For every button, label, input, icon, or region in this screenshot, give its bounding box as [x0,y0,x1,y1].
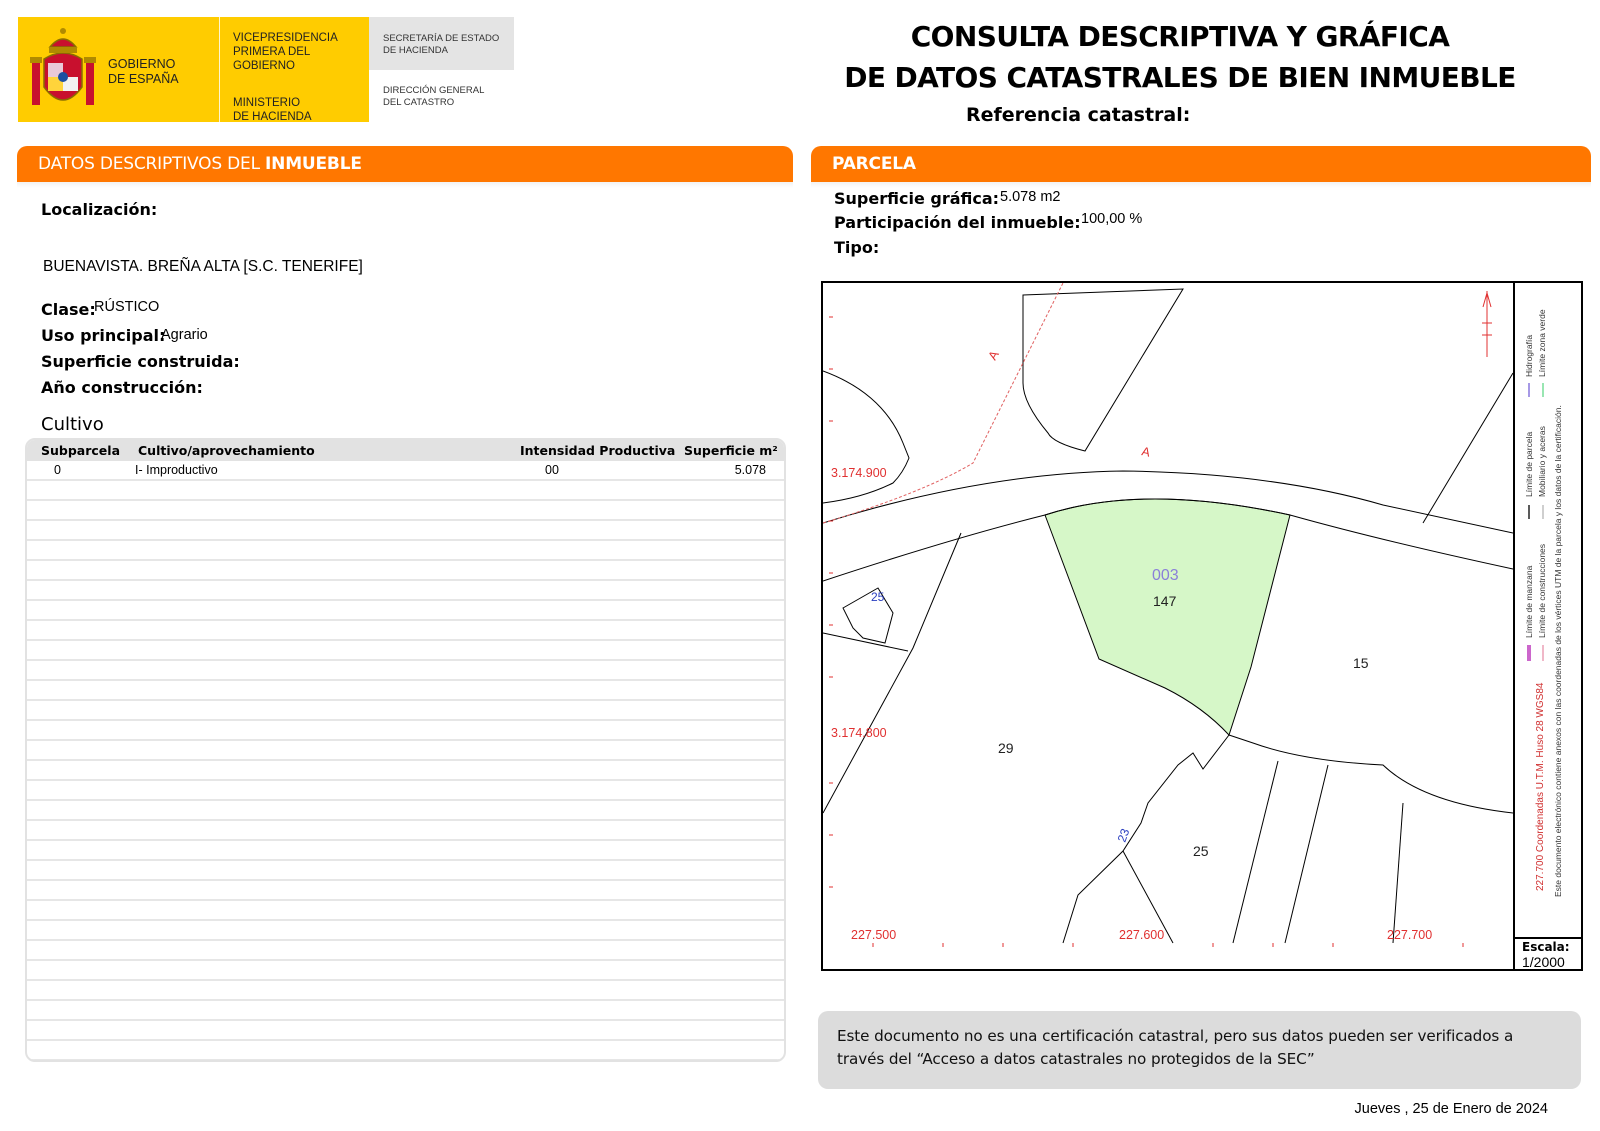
street-label-a-2: A [1140,444,1152,460]
parcel-code-25-south: 25 [1193,843,1209,859]
table-row-empty [27,501,784,521]
coord-y-1: 3.174.900 [831,466,887,480]
table-row-empty [27,1001,784,1021]
participacion-value: 100,00 % [1081,211,1143,227]
table-row-empty [27,881,784,901]
vicepresidencia-label-2: PRIMERA DEL GOBIERNO [233,46,310,72]
table-row-empty [27,681,784,701]
parcela-header [811,146,1591,182]
coord-x-3: 227.700 [1387,928,1433,942]
col-cultivo: Cultivo/aprovechamiento [138,443,315,458]
vicepresidencia-label-1: VICEPRESIDENCIA [233,32,338,44]
ano-construccion-label: Año construcción: [41,378,203,397]
table-row-empty [27,781,784,801]
lot-west [823,371,909,503]
legend-limite-construcciones: Límite de construcciones [1537,543,1547,638]
dashed-boundary [823,283,1063,523]
table-row-empty [27,861,784,881]
referencia-label: Referencia catastral: [966,104,1191,126]
table-row-empty [27,521,784,541]
cell-subparcela: 0 [54,463,61,477]
cultivo-title: Cultivo [41,414,104,435]
lot-25-boundary [1063,735,1229,943]
table-row-empty [27,921,784,941]
legend-mobiliario: Mobiliario y aceras [1537,426,1547,497]
parcel-code-147: 147 [1153,593,1177,609]
lot-building [843,588,893,643]
legend-zona-verde: Límite zona verde [1537,309,1547,377]
clase-label: Clase: [41,300,96,319]
lot-147-boundary [1229,735,1513,813]
lot-strip-2 [1285,765,1328,943]
uso-principal-label: Uso principal: [41,326,166,345]
superficie-grafica-value: 5.078 m2 [1000,189,1061,205]
table-row [27,461,784,481]
coat-of-arms-icon [18,17,108,122]
superficie-construida-label: Superficie construida: [41,352,240,371]
table-row-empty [27,601,784,621]
table-row-empty [27,541,784,561]
map-drawing [823,283,1513,969]
parcel-code-003: 003 [1152,567,1179,584]
table-row-empty [27,821,784,841]
cultivo-table [25,438,786,1062]
table-row-empty [27,581,784,601]
cell-intensidad: 00 [545,463,559,477]
secretaria-label-2: DE HACIENDA [383,45,448,56]
table-row-empty [27,961,784,981]
notice-line2: través del “Acceso a datos catastrales no protegidos de la SEC” [837,1050,1315,1068]
table-row-empty [27,901,784,921]
notice-line1: Este documento no es una certificación catastral, pero sus datos pueden ser verificados a [837,1027,1514,1045]
legend-hidrografia: Hidrografía [1524,334,1534,377]
legend-manzana-swatch [1527,645,1531,661]
coord-y-2: 3.174.800 [831,726,887,740]
cell-superficie: 5.078 [734,463,766,477]
col-superficie: Superficie m² [684,443,778,458]
direccion-label-1: DIRECCIÓN GENERAL [383,85,485,96]
secretaria-label-1: SECRETARÍA DE ESTADO [383,33,500,44]
lot-building-line [823,633,908,651]
table-row-empty [27,801,784,821]
table-row-empty [27,941,784,961]
legend-coordenadas: 227.700 Coordenadas U.T.M. Huso 28 WGS84 [1535,682,1546,891]
table-row-empty [27,841,784,861]
document-date: Jueves , 25 de Enero de 2024 [1354,1101,1548,1117]
direccion-block [383,85,484,109]
table-row-empty [27,981,784,1001]
cadastral-map[interactable] [821,281,1583,971]
page-title-line2: DE DATOS CATASTRALES DE BIEN INMUEBLE [844,61,1516,94]
datos-title-part2: INMUEBLE [265,154,362,174]
datos-title-part1: DATOS DESCRIPTIVOS DEL [38,154,266,174]
cell-cultivo: I- Improductivo [135,463,218,477]
tipo-label: Tipo: [834,238,880,257]
lot-ne [1423,373,1513,523]
datos-descriptivos-header [17,146,793,182]
parcel-003-area [1045,499,1290,735]
verification-notice [818,1011,1581,1089]
lot-29-east [823,533,961,813]
lot-north [1023,289,1183,451]
north-arrow-icon [1482,291,1492,357]
lot-strip-1 [1233,761,1278,943]
legend-nota: Este documento electrónico contiene anexos con las coordenadas de los vértices UTM de la parcela y los datos de la certificación. [1553,405,1563,897]
coord-x-2: 227.600 [1119,928,1165,942]
secretaria-block [369,17,514,70]
parcel-code-29: 29 [998,740,1014,756]
table-row-empty [27,1041,784,1061]
table-row-empty [27,641,784,661]
legend-limite-manzana: Límite de manzana [1524,565,1534,638]
parcel-code-25-west: 25 [871,590,885,604]
legend-drawing [1515,283,1585,937]
uso-principal-value: Agrario [161,327,208,343]
superficie-grafica-label: Superficie gráfica: [834,189,1000,208]
col-intensidad: Intensidad Productiva [520,443,676,458]
parcela-title: PARCELA [832,154,916,174]
gobierno-logo [18,17,369,122]
map-scale [1513,937,1583,971]
coord-x-1: 227.500 [851,928,897,942]
map-legend [1513,283,1583,937]
participacion-label: Participación del inmueble: [834,213,1081,232]
localizacion-label: Localización: [41,200,158,219]
escala-value: 1/2000 [1522,954,1565,970]
parcel-code-23: 23 [1114,826,1133,845]
table-row-empty [27,661,784,681]
direccion-label-2: DEL CATASTRO [383,97,455,108]
gobierno-label-1: GOBIERNO [108,57,176,71]
gobierno-label-2: DE ESPAÑA [108,72,179,86]
cultivo-table-header [27,440,784,461]
table-row-empty [27,721,784,741]
table-row-empty [27,741,784,761]
table-row-empty [27,621,784,641]
ministerio-label-1: MINISTERIO [233,97,301,109]
page-title-line1: CONSULTA DESCRIPTIVA Y GRÁFICA [910,20,1450,53]
table-row-empty [27,561,784,581]
table-row-empty [27,761,784,781]
street-label-a-1: A [985,348,1002,363]
page-title [820,16,1540,98]
ministerio-label-2: DE HACIENDA [233,111,312,123]
col-subparcela: Subparcela [41,443,121,458]
legend-limite-parcela: Límite de parcela [1524,431,1534,497]
table-row-empty [27,701,784,721]
lot-strip-3 [1393,803,1403,943]
table-row-empty [27,1021,784,1041]
clase-value: RÚSTICO [94,299,160,315]
parcel-code-15: 15 [1353,655,1369,671]
escala-label: Escala: [1522,940,1570,954]
localizacion-value: BUENAVISTA. BREÑA ALTA [S.C. TENERIFE] [43,258,363,275]
table-row-empty [27,481,784,501]
